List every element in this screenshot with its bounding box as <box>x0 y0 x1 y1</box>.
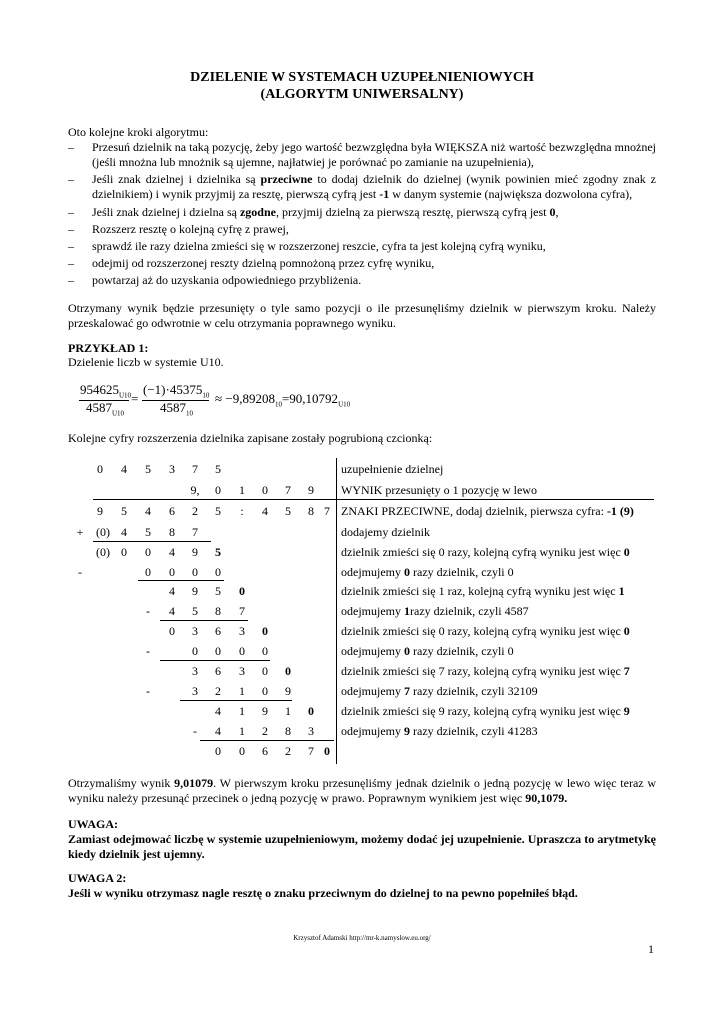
digit-cell: 3 <box>308 724 314 738</box>
sign-cell: + <box>76 525 84 539</box>
note-body: Zamiast odejmować liczbę w systemie uzupełnieniowym, możemy dodać jej uzupełnienie. Upraszcza to arytmetykę kiedy dzielnik jest ujemny. <box>68 832 656 861</box>
note2-heading: UWAGA 2: <box>68 871 127 885</box>
digit-cell: 7 <box>285 483 291 497</box>
divider-line <box>200 740 334 741</box>
row-description: dzielnik zmieści się 7 razy, kolejną cyfrą wyniku jest więc 7 <box>341 664 630 678</box>
step-6: – odejmij od rozszerzonej reszty dzielną pomnożoną przez cyfrę wyniku, <box>68 256 435 270</box>
digit-cell: 1 <box>285 704 291 718</box>
digit-cell: 9 <box>285 684 291 698</box>
step-4: – Rozszerz resztę o kolejną cyfrę z prawej, <box>68 222 289 236</box>
note2-body: Jeśli w wyniku otrzymasz nagle resztę o znaku przeciwnym do dzielnej to na pewno popełniłeś błąd. <box>68 886 578 900</box>
digit-cell: 4 <box>121 462 127 476</box>
row-description: dzielnik zmieści się 0 razy, kolejną cyfrą wyniku jest więc 0 <box>341 624 630 638</box>
digit-cell: 0 <box>145 565 151 579</box>
sign-cell: - <box>193 724 197 738</box>
digit-cell: 5 <box>215 504 221 518</box>
digit-cell: 4 <box>145 504 151 518</box>
digit-cell: 2 <box>262 724 268 738</box>
row-description: dzielnik zmieści się 9 razy, kolejną cyfrą wyniku jest więc 9 <box>341 704 630 718</box>
digit-cell: 0 <box>97 462 103 476</box>
digit-cell: 0 <box>192 565 198 579</box>
digit-cell: 0 <box>215 565 221 579</box>
digit-cell: 9 <box>308 483 314 497</box>
digit-cell: 7 <box>192 525 198 539</box>
digit-cell: 9 <box>262 704 268 718</box>
digit-cell: 3 <box>239 624 245 638</box>
digit-cell: 5 <box>192 604 198 618</box>
sign-cell: - <box>146 604 150 618</box>
row-description: dzielnik zmieści się 1 raz, kolejną cyfrą wyniku jest więc 1 <box>341 584 625 598</box>
digit-cell: 9 <box>192 584 198 598</box>
digit-cell: 0 <box>262 644 268 658</box>
row-description: uzupełnienie dzielnej <box>341 462 444 476</box>
digit-cell: 0 <box>215 483 221 497</box>
digit-cell: 7 <box>192 462 198 476</box>
list-dash: – <box>68 140 74 154</box>
list-dash: – <box>68 222 74 236</box>
digit-cell: 5 <box>121 504 127 518</box>
digit-cell: 4 <box>169 604 175 618</box>
digit-cell: 4 <box>121 525 127 539</box>
digit-cell: 5 <box>215 545 221 559</box>
digit-cell: 0 <box>169 624 175 638</box>
row-description: odejmujemy 7 razy dzielnik, czyli 32109 <box>341 684 538 698</box>
digit-cell: (0) <box>96 525 110 539</box>
digit-cell: 4 <box>215 704 221 718</box>
digit-cell: 7 <box>239 604 245 618</box>
digit-cell: 0 <box>239 744 245 758</box>
row-description: dodajemy dzielnik <box>341 525 430 539</box>
column-separator <box>336 458 337 764</box>
list-dash: – <box>68 172 74 186</box>
digit-cell: 0 <box>215 644 221 658</box>
digit-cell: 2 <box>192 504 198 518</box>
digit-cell: 9, <box>190 483 200 497</box>
digit-cell: 0 <box>145 545 151 559</box>
step-7: – powtarzaj aż do uzyskania odpowiedniego przybliżenia. <box>68 273 362 287</box>
digit-cell: 0 <box>262 684 268 698</box>
bold-digits-note: Kolejne cyfry rozszerzenia dzielnika zapisane zostały pogrubioną czcionką: <box>68 431 433 445</box>
row-description: dzielnik zmieści się 0 razy, kolejną cyfrą wyniku jest więc 0 <box>341 545 630 559</box>
digit-cell: 5 <box>215 462 221 476</box>
row-description: odejmujemy 1razy dzielnik, czyli 4587 <box>341 604 529 618</box>
digit-cell: 1 <box>239 684 245 698</box>
digit-cell: 4 <box>215 724 221 738</box>
row-description: odejmujemy 0 razy dzielnik, czyli 0 <box>341 565 514 579</box>
digit-cell: 8 <box>285 724 291 738</box>
list-dash: – <box>68 205 74 219</box>
list-dash: – <box>68 273 74 287</box>
row-description: odejmujemy 9 razy dzielnik, czyli 41283 <box>341 724 538 738</box>
digit-cell: 1 <box>239 483 245 497</box>
digit-cell: 6 <box>215 624 221 638</box>
digit-cell: 0 <box>239 584 245 598</box>
digit-cell: 0 <box>192 644 198 658</box>
divider-line <box>93 499 654 500</box>
digit-cell: 2 <box>215 684 221 698</box>
digit-cell: 0 <box>262 664 268 678</box>
digit-cell: 8 <box>308 504 314 518</box>
digit-cell: 0 <box>285 664 291 678</box>
digit-cell: 8 <box>215 604 221 618</box>
footer: Krzysztof Adamski http://mr-k.namyslow.eu.org/ <box>293 934 431 942</box>
page-title: DZIELENIE W SYSTEMACH UZUPEŁNIENIOWYCH <box>190 70 534 85</box>
row-description: odejmujemy 0 razy dzielnik, czyli 0 <box>341 644 514 658</box>
result-paragraph: Otrzymaliśmy wynik 9,01079. W pierwszym kroku przesunęliśmy jednak dzielnik o jedną pozycję w lewo więc teraz w wyniku należy przesunąć przecinek o jedną pozycję w prawo. Poprawnym wynikiem jest więc 90,1079. <box>68 776 657 805</box>
row-description: WYNIK przesunięty o 1 pozycję w lewo <box>341 483 537 497</box>
digit-cell: 6 <box>215 664 221 678</box>
digit-cell: 5 <box>285 504 291 518</box>
digit-cell: 5 <box>145 525 151 539</box>
digit-cell: 9 <box>97 504 103 518</box>
example-heading: PRZYKŁAD 1: <box>68 341 149 355</box>
digit-cell: 3 <box>192 624 198 638</box>
digit-cell: 3 <box>192 664 198 678</box>
digit-cell: 7 <box>308 744 314 758</box>
digit-cell: 9 <box>192 545 198 559</box>
step-3: – Jeśli znak dzielnej i dzielna są zgodne, przyjmij dzielną za pierwszą resztę, pierwszą cyfrą jest 0, <box>68 205 559 219</box>
divider-line <box>160 660 270 661</box>
page-subtitle: (ALGORYTM UNIWERSALNY) <box>260 87 464 102</box>
divider-line <box>180 700 292 701</box>
digit-cell: 3 <box>169 462 175 476</box>
digit-cell: 2 <box>285 744 291 758</box>
digit-cell: 0 <box>262 624 268 638</box>
digit-cell: 1 <box>239 724 245 738</box>
list-dash: – <box>68 256 74 270</box>
digit-cell: 0 <box>262 483 268 497</box>
page-number: 1 <box>648 942 654 956</box>
divider-line <box>138 580 224 581</box>
digit-cell: 0 <box>121 545 127 559</box>
digit-cell: 7 <box>324 504 330 518</box>
step-2: – Jeśli znak dzielnej i dzielnika są przeciwne to dodaj dzielnik do dzielnej (wynik powinien mieć zgodny znak z dzielnikiem) i wynik przyjmij za resztę, pierwszą cyfrą jest -1 w danym systemie (największa dozwolona cyfra), <box>68 172 656 201</box>
note-heading: UWAGA: <box>68 817 118 831</box>
row-description: ZNAKI PRZECIWNE, dodaj dzielnik, pierwsza cyfra: -1 (9) <box>341 504 634 518</box>
divider-line <box>160 620 248 621</box>
digit-cell: 4 <box>169 545 175 559</box>
digit-cell: (0) <box>96 545 110 559</box>
digit-cell: 6 <box>262 744 268 758</box>
digit-cell: : <box>240 504 244 518</box>
example-subheading: Dzielenie liczb w systemie U10. <box>68 355 224 369</box>
digit-cell: 3 <box>239 664 245 678</box>
sign-cell: - <box>146 644 150 658</box>
sign-cell: - <box>78 565 82 579</box>
digit-cell: 0 <box>169 565 175 579</box>
step-5: – sprawdź ile razy dzielna zmieści się w rozszerzonej reszcie, cyfra ta jest kolejną cyfrą wyniku, <box>68 239 546 253</box>
digit-cell: 6 <box>169 504 175 518</box>
digit-cell: 3 <box>192 684 198 698</box>
divider-line <box>93 541 211 542</box>
digit-cell: 5 <box>145 462 151 476</box>
digit-cell: 0 <box>308 704 314 718</box>
digit-cell: 5 <box>215 584 221 598</box>
digit-cell: 4 <box>262 504 268 518</box>
digit-cell: 1 <box>239 704 245 718</box>
digit-cell: 0 <box>239 644 245 658</box>
digit-cell: 0 <box>324 744 330 758</box>
list-dash: – <box>68 239 74 253</box>
digit-cell: 8 <box>169 525 175 539</box>
digit-cell: 4 <box>169 584 175 598</box>
step-1: – Przesuń dzielnik na taką pozycję, żeby jego wartość bezwzględna była WIĘKSZA niż wartość bezwzględna mnożnej (jeśli mnożna lub mnożnik są ujemne, najłatwiej je porównać po zamianie na uzupełnienia), <box>68 140 656 169</box>
shift-note: Otrzymany wynik będzie przesunięty o tyle samo pozycji o ile przesunęliśmy dzielnik w pierwszym kroku. Należy przeskalować go odwrotnie w celu otrzymania poprawnego wyniku. <box>68 301 656 330</box>
sign-cell: - <box>146 684 150 698</box>
intro-text: Oto kolejne kroki algorytmu: <box>68 125 209 139</box>
digit-cell: 0 <box>215 744 221 758</box>
